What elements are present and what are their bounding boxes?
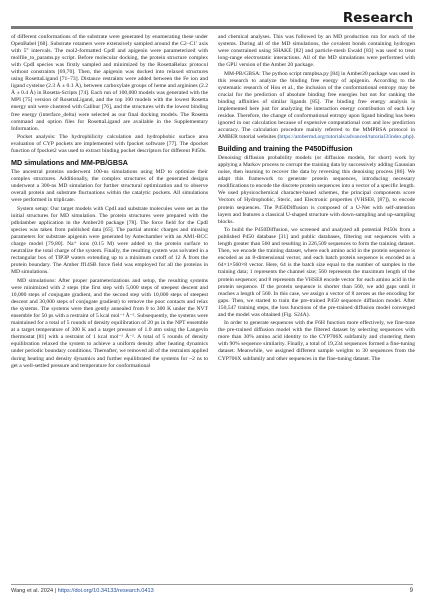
section-heading-diffusion: Building and training the P450Diffusion [218,144,353,154]
paragraph-system-setup: System setup: Our target models with CpdI and substrate molecules were set as the initial structures for MD simulation. The protein structures were prepared with the pdb4amber application in the Amber20 package [78]. The force field for the CpdI species was taken from published data [65]. The partial atomic charges and missing parameters for substrate apigenin were generated by Antechamber with an AM1-BCC charge model [79,80]. Na⁺ ions (0.15 M) were added to the protein surface to neutralize the total charge of the system. Finally, the resulting system was solvated in a rectangular box of TIP3P waters extending up to a minimum cutoff of 12 Å from the protein boundary. The Amber ff14SB force field was employed for all the proteins in MD simulations. [11,206,208,276]
amber-tutorial-link[interactable]: https://ambermd.org/tutorials/advanced/tutorial3/index.php [279,134,412,141]
mmpbgbsa-text-end: ). [411,134,415,141]
right-column [218,34,415,364]
paragraph-md-intro: The ancestral proteins underwent 100-ns simulations using MD to optimize their complex structures. Additionally, the complex structures of the generated designs underwent a 300-ns MD simulation for further structural optimization and to observe overall protein and substrate fluctuations within the catalytic pockets. All simulations were performed in triplicate. [11,169,208,204]
paragraph-pocket-analysis: Pocket analysis: The hydrophilicity calculation and hydrophobic surface area evaluation of CYP pockets are implemented with fpocket software [77]. The dpocket function of fpocket2 was used to extract binding pocket descriptors for different P450s. [11,134,208,155]
citation-prefix: Wang et al. 2024 | [11,588,58,594]
paragraph-mmpbgbsa [218,71,415,141]
paragraph-diffusion-intro: Denoising diffusion probability models (or diffusion models, for short) work by applying a Markov process to corrupt the training data by successively adding Gaussian noise, then learning to recover the data by reversing this denoising process [86]. We adapt this framework to generate protein sequences, introducing necessary modifications to encode the discrete protein sequences into a vector of a specific length. We used physicochemical character-based schemes, the principal components score Vectors of Hydrophobic, Steric, and Electronic properties (VHSE8, [87]), to encode protein sequences. The P450Diffusion is composed of a U-Net with self-attention layers and features a classical U-shaped structure with down-sampling and up-sampling blocks. [218,155,415,225]
footer-rule [11,584,413,585]
left-column [11,34,208,371]
journal-section-title: Research [342,10,413,26]
paragraph-md-production: and chemical analyses. This was followed by an MD production run for each of the systems. During all of the MD simulations, the covalent bonds containing hydrogen were constrained using SHAKE [82] and particle-mesh Ewald [83] was used to treat long-range electrostatic interactions. All of the MD simulations were performed with the GPU version of the Amber 20 package. [218,34,415,69]
paragraph-md-simulations: MD simulations: After proper parameterizations and setup, the resulting systems were minimized with 2 steps (the first step with 5,000 steps of steepest descent and 10,000 steps of conjugate gradient, and the second step with 10,000 steps of steepest descent and 30,000 steps of conjugate gradient) to remove the poor contacts and relax the systems. The systems were then gently annealed from 0 to 300 K under the NVT ensemble for 50 ps with a restraint of 5 kcal mol⁻¹ Å⁻². Subsequently, the systems were maintained for a total of 5 rounds of density equilibration of 20 ps in the NPT ensemble at a target temperature of 300 K and a target pressure of 1.0 atm using the Langevin thermostat [81] with a restraint of 1 kcal mol⁻¹ Å⁻². A total of 5 rounds of density equilibration relaxed the system to achieve a uniform density after heating dynamics under periodic boundary conditions. Thereafter, we removed all of the restraints applied during heating and density dynamics and further equilibrated the systems for ~2 ns to get a well-settled pressure and temperature for conformational [11,278,208,369]
section-heading-md: MD simulations and MM-PB/GBSA [11,158,129,168]
paragraph-docking-continued: of different conformations of the substrate were generated by enumerating these under OpenBabel [68]. Substrate rotamers were extensively sampled around the C2–C1′ axis with 5° intervals. The mol2-formatted CpdI and apigenin were parameterized with molfile_to_params.py script. Before molecular docking, the protein structure complex with CpdI species was firstly sampled and minimized by the RosettaRelax protocol without constraints [69,70]. Then, the apigenin was docked into relaxed structures using RosettaLigand [71–73]. Distance restraints were added between the Fe ion and ligand cysteine (2.3 Å ± 0.1 Å), between carboxylate groups of heme and arginines (2.2 Å ± 0.4 Å) in Rosetta-Scripts [74]. Each run of 100,000 models was generated with the MPI [75] version of RosettaLigand, and the top 100 models with the lowest Rosetta energy unit were clustered with Calibur [76], and the structures with the lowest binding free energy (interface_delta) were selected as our final docking models. The Rosetta command and option files for RosettaLigand are available in the Supplementary Information. [11,34,208,132]
paragraph-diffusion-build: To build the P450Diffusion, we screened and analyzed all potential P450s from a published P450 database [31] and public databases, filtering out sequences with a length greater than 560 and resulting in 226,509 sequences to form the training dataset. Then, we encode the training dataset, where each amino acid in the protein sequence is encoded as an 8-dimensional vector, and each batch protein sequence is encoded as a 64×1×560×8 vector. Here, 64 is the batch size equal to the number of samples in the training data; 1 represents the channel size; 560 represents the maximum length of the protein sequence; and 8 represents the VHSE8 encode vector for each amino acid in the protein sequence. If the protein sequence is shorter than 560, we add gaps until it reaches a length of 560. In this case, we assign a vector of 8 zeroes as the encoding for gaps. Then, we started to train the pre-trained P450 sequence diffusion model. After 150,547 training steps, the loss functions of the pre-trained diffusion model converged and the model was obtained (Fig. S24A). [218,227,415,318]
page-number: 9 [409,588,413,594]
doi-link[interactable]: https://doi.org/10.34133/research.0413 [57,588,154,594]
footer-citation [11,588,154,594]
mmpbgbsa-text: MM-PB/GBSA: The python script mmpbsa.py [84] in Amber20 package was used in this research to analyze the binding free energy of apigenin. According to the systematic research of Hou et al., the inclusion of the conformational entropy may be crucial for the prediction of absolute binding free energies but not for ranking the binding affinities of similar ligands [85]. The binding free energy analysis is implemented here just for analyzing the interaction energy contribution of each key residue. Therefore, the change of conformational entropy upon ligand binding has been ignored in our calculation because of expensive computational cost and low prediction accuracy. The calculation procedure mainly referred to the MMPBSA protocol in AMBER tutorial websites ( [218,70,415,141]
header-rule [11,26,413,29]
paragraph-diffusion-finetune: In order to generate sequences with the F6H function more effectively, we fine-tune the pre-trained diffusion model with the filtered dataset by selecting sequences with more than 30% amino acid identity to the CYP706X subfamily and clustering them with 90% sequence similarity. Finally, a total of 19,234 sequences formed a fine-tuning dataset. Meanwhile, we assigned different sample weights to 30 sequences from the CYP706X subfamily and other sequences in the fine-tuning dataset. The [218,320,415,362]
